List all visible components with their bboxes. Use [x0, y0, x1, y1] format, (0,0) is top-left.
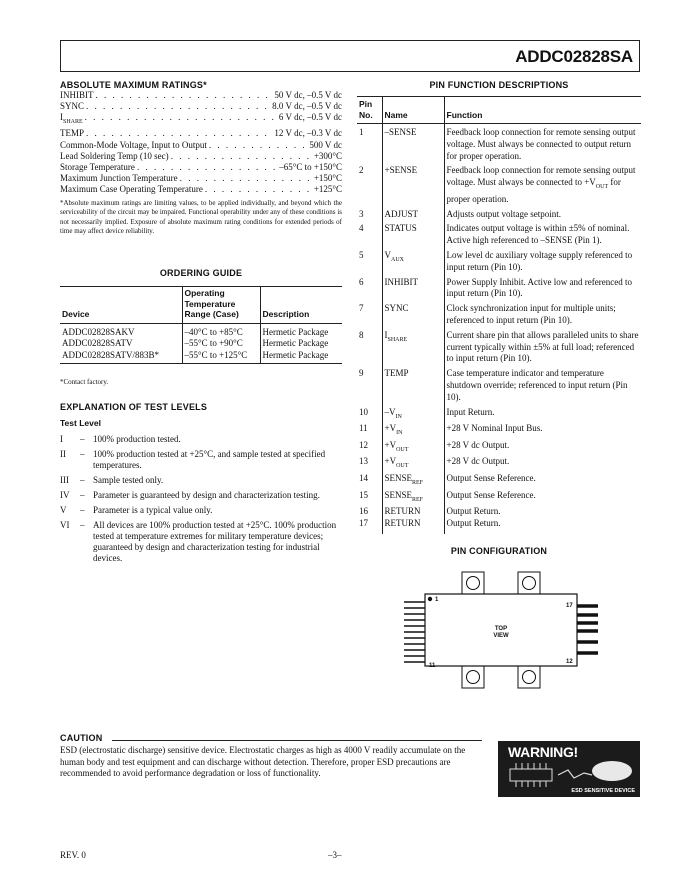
pin-name-cell: $V_{AUX}$	[382, 247, 444, 274]
pin-table-body	[357, 124, 641, 534]
table-row	[357, 490, 641, 507]
column-header: Name	[382, 97, 444, 124]
pin-name-cell: $I_{SHARE}$	[382, 327, 444, 365]
pin-func-cell: Indicates output voltage is within ±5% of nominal. Active high referenced to –SENSE (Pin 1).	[444, 220, 641, 247]
caution-rule	[112, 740, 482, 741]
ordering-guide-table	[60, 286, 342, 364]
pin-no-cell: 10	[359, 406, 368, 417]
rating-value: +300°C	[313, 150, 342, 161]
pin-label: 12	[566, 659, 573, 665]
pin-func-cell: Feedback loop connection for remote sensing output voltage. Must always be connected to output return for proper operation.	[444, 124, 641, 163]
column-header: Operating Temperature Range (Case)	[182, 287, 260, 324]
level-text: Parameter is a typical value only.	[93, 505, 213, 515]
mounting-tab	[462, 572, 484, 594]
pin-name-cell: $-V_{IN}$	[382, 404, 444, 424]
esd-chip-icon	[502, 759, 636, 789]
pin-func-cell: Output Sense Reference.	[444, 473, 641, 490]
pin-no-cell: 4	[359, 223, 364, 234]
rating-row	[60, 140, 342, 151]
pin-name-cell: +SENSE	[382, 162, 444, 205]
pin1-marker	[428, 597, 432, 601]
rating-label: $I_{SHARE}$	[60, 112, 83, 126]
pin-no-cell: 7	[359, 303, 364, 314]
esd-warning-badge	[498, 741, 640, 797]
rating-value: 500 V dc	[309, 139, 342, 150]
pin-no-cell: 12	[359, 439, 368, 450]
pin-name-cell: TEMP	[382, 365, 444, 403]
pin-func-cell: Low level dc auxiliary voltage supply referenced to input return (Pin 10).	[444, 247, 641, 274]
rating-label: INHIBIT	[60, 90, 94, 100]
level-number: V	[60, 505, 67, 515]
pin-func-cell: Output Return.	[444, 506, 641, 518]
mounting-tab	[518, 666, 540, 688]
table-row	[357, 206, 641, 221]
table-row	[357, 440, 641, 457]
table-row	[60, 350, 342, 364]
pin-func-cell: Current share pin that allows paralleled units to share current typically within ±5% at full load; referenced to input return (Pin 10).	[444, 327, 641, 365]
table-row	[357, 300, 641, 327]
mounting-hole	[467, 577, 480, 590]
test-levels-list	[60, 434, 342, 568]
caution-title: CAUTION	[60, 733, 103, 743]
table-row	[60, 338, 342, 350]
table-cell: –55°C to +125°C	[182, 350, 260, 364]
table-cell: –40°C to +85°C	[182, 323, 260, 338]
pin-no-cell: 16	[359, 506, 368, 517]
table-row	[357, 274, 641, 301]
pin-name-cell: SYNC	[382, 300, 444, 327]
pin-name-cell: $+V_{OUT}$	[382, 456, 444, 473]
table-cell: ADDC02828SATV	[62, 338, 133, 348]
test-levels-title: EXPLANATION OF TEST LEVELS	[60, 402, 208, 412]
rating-row	[60, 112, 342, 128]
table-cell: ADDC02828SAKV	[62, 326, 135, 337]
left-pins	[404, 602, 425, 662]
table-row	[357, 365, 641, 403]
pin-name-cell: INHIBIT	[382, 274, 444, 301]
pin-func-cell: Case temperature indicator and temperature shutdown override; referenced to input return (Pin 10).	[444, 365, 641, 403]
ordering-footnote: *Contact factory.	[60, 378, 109, 386]
pin-no-cell: 5	[359, 249, 364, 260]
table-row	[357, 473, 641, 490]
pin-configuration-diagram	[398, 566, 604, 694]
table-row	[357, 247, 641, 274]
pin-label: 17	[566, 603, 573, 609]
mounting-tab	[518, 572, 540, 594]
rating-row	[60, 90, 342, 101]
level-number: I	[60, 434, 63, 444]
pin-func-cell: Feedback loop connection for remote sensing output voltage. Must always be connected to $+V_{OUT}$ for proper operation.	[444, 162, 641, 205]
table-cell: ADDC02828SATV/883B*	[62, 349, 160, 360]
rating-label: Storage Temperature	[60, 162, 135, 173]
pin-functions-title: PIN FUNCTION DESCRIPTIONS	[429, 80, 569, 90]
warning-subtitle: ESD SENSITIVE DEVICE	[571, 788, 635, 794]
column-header: Device	[62, 309, 90, 319]
rating-label: SYNC	[60, 101, 85, 112]
rating-value: –65°C to +150°C	[279, 162, 342, 173]
table-cell: Hermetic Package	[260, 323, 342, 338]
mounting-tab	[462, 666, 484, 688]
column-header: Pin No.	[359, 99, 373, 120]
pin-no-cell: 17	[359, 517, 368, 528]
pin-label: 11	[429, 663, 436, 669]
pin-func-cell: Input Return.	[444, 404, 641, 424]
pin-no-cell: 11	[359, 423, 368, 434]
list-item: II – 100% production tested at +25°C, and sample tested at specified temperatures.	[60, 449, 342, 471]
ratings-footnote: *Absolute maximum ratings are limiting values, to be applied individually, and beyond which the serviceability of the circuit may be impaired. Functional operability under any of these conditions is not necessarily implied. Exposure of absolute maximum rating conditions for extended periods of time may affect device reliability.	[60, 198, 342, 236]
caution-text: ESD (electrostatic discharge) sensitive device. Electrostatic charges as high as 4000 V readily accumulate on the human body and test equipment and can discharge without detection. Therefore, proper ESD precautions are recommended to avoid performance degradation or loss of functionality.	[60, 745, 466, 778]
rating-row	[60, 184, 342, 195]
rating-label: Maximum Case Operating Temperature	[60, 184, 203, 195]
pin-name-cell: $+V_{IN}$	[382, 423, 444, 440]
mounting-hole	[467, 671, 480, 684]
test-level-subtitle: Test Level	[60, 418, 101, 428]
table-row	[357, 327, 641, 365]
level-text: All devices are 100% production tested at +25°C. 100% production tested at temperature extremes for military temperature devices; guaranteed by design and characterization testing for industrial devices.	[93, 520, 337, 563]
pin-name-cell: $SENSE_{REF}$	[382, 473, 444, 490]
rating-value: 6 V dc, –0.5 V dc	[278, 112, 342, 123]
pin-configuration-title: PIN CONFIGURATION	[450, 546, 548, 556]
pin-no-cell: 13	[359, 456, 368, 467]
pin-func-cell: +28 V Nominal Input Bus.	[444, 423, 641, 440]
table-row	[60, 323, 342, 338]
level-text: Parameter is guaranteed by design and characterization testing.	[93, 490, 320, 500]
level-number: VI	[60, 520, 70, 530]
top-view-label: TOP	[494, 626, 508, 632]
pin-name-cell: $+V_{OUT}$	[382, 440, 444, 457]
table-row	[357, 456, 641, 473]
warning-title: WARNING!	[508, 744, 578, 760]
pin-func-cell: Clock synchronization input for multiple units; referenced to input return (Pin 10).	[444, 300, 641, 327]
rating-row	[60, 162, 342, 173]
rating-label: Lead Soldering Temp (10 sec)	[60, 150, 169, 161]
mounting-hole	[523, 671, 536, 684]
pin-func-cell: Adjusts output voltage setpoint.	[444, 206, 641, 221]
table-row	[357, 404, 641, 424]
table-row	[357, 220, 641, 247]
page-title: ADDC02828SA	[515, 47, 633, 66]
rating-value: 12 V dc, –0.3 V dc	[274, 128, 342, 139]
revision-label: REV. 0	[60, 850, 86, 860]
level-number: III	[60, 475, 69, 485]
pin-no-cell: 8	[359, 329, 364, 340]
pin-name-cell: –SENSE	[382, 124, 444, 163]
pin-no-cell: 14	[359, 472, 368, 483]
absolute-maximum-ratings	[60, 80, 342, 237]
pin-name-cell: ADJUST	[382, 206, 444, 221]
pin-func-cell: Power Supply Inhibit. Active low and referenced to input return (Pin 10).	[444, 274, 641, 301]
pin-func-cell: Output Sense Reference.	[444, 490, 641, 507]
pin-func-cell: Output Return.	[444, 518, 641, 534]
pin-no-cell: 6	[359, 276, 364, 287]
page-number: –3–	[328, 850, 342, 860]
rating-label: TEMP	[60, 128, 85, 139]
column-header: Description	[260, 287, 342, 324]
rating-label: Maximum Junction Temperature	[60, 173, 178, 184]
ratings-list	[60, 90, 342, 196]
pin-name-cell: RETURN	[382, 518, 444, 534]
pin-label: 1	[435, 597, 439, 603]
list-item: V – Parameter is a typical value only.	[60, 505, 342, 516]
table-row	[357, 162, 641, 205]
rating-value: 8.0 V dc, –0.5 V dc	[272, 101, 342, 112]
pin-func-cell: +28 V dc Output.	[444, 440, 641, 457]
table-row	[357, 423, 641, 440]
level-text: Sample tested only.	[93, 475, 164, 485]
level-text: 100% production tested at +25°C, and sample tested at specified temperatures.	[93, 449, 326, 470]
mounting-hole	[523, 577, 536, 590]
pin-name-cell: RETURN	[382, 506, 444, 518]
pin-no-cell: 9	[359, 368, 364, 379]
level-text: 100% production tested.	[93, 434, 181, 444]
top-view-label: VIEW	[493, 633, 509, 639]
table-cell: Hermetic Package	[260, 350, 342, 364]
table-row	[357, 506, 641, 518]
rating-value: 50 V dc, –0.5 V dc	[274, 90, 342, 100]
table-row	[357, 124, 641, 163]
rating-row	[60, 128, 342, 139]
list-item: IV – Parameter is guaranteed by design and characterization testing.	[60, 490, 342, 501]
pin-no-cell: 15	[359, 489, 368, 500]
table-cell: –55°C to +90°C	[182, 338, 260, 350]
list-item: VI – All devices are 100% production tested at +25°C. 100% production tested at temperature extremes for military temperature devices; guaranteed by design and characterization testing for industrial devices.	[60, 520, 342, 564]
ratings-title: ABSOLUTE MAXIMUM RATINGS*	[60, 80, 207, 90]
pin-functions-table	[357, 96, 641, 534]
list-item: III – Sample tested only.	[60, 475, 342, 486]
rating-value: +125°C	[313, 184, 342, 195]
pin-no-cell: 1	[359, 127, 364, 137]
rating-value: +150°C	[313, 173, 342, 184]
rating-row	[60, 151, 342, 162]
column-header: Function	[444, 97, 641, 124]
header-box	[60, 40, 640, 72]
pin-name-cell: STATUS	[382, 220, 444, 247]
table-row	[357, 518, 641, 534]
rating-label: Common-Mode Voltage, Input to Output	[60, 139, 207, 150]
level-number: IV	[60, 490, 70, 500]
list-item: I – 100% production tested.	[60, 434, 342, 445]
pin-no-cell: 3	[359, 208, 364, 219]
table-cell: Hermetic Package	[260, 338, 342, 350]
pin-name-cell: $SENSE_{REF}$	[382, 490, 444, 507]
rating-row	[60, 173, 342, 184]
level-number: II	[60, 449, 66, 459]
pin-no-cell: 2	[359, 165, 364, 176]
pin-func-cell: +28 V dc Output.	[444, 456, 641, 473]
rating-row	[60, 101, 342, 112]
ordering-guide-title: ORDERING GUIDE	[159, 268, 243, 278]
right-pins	[577, 606, 598, 653]
